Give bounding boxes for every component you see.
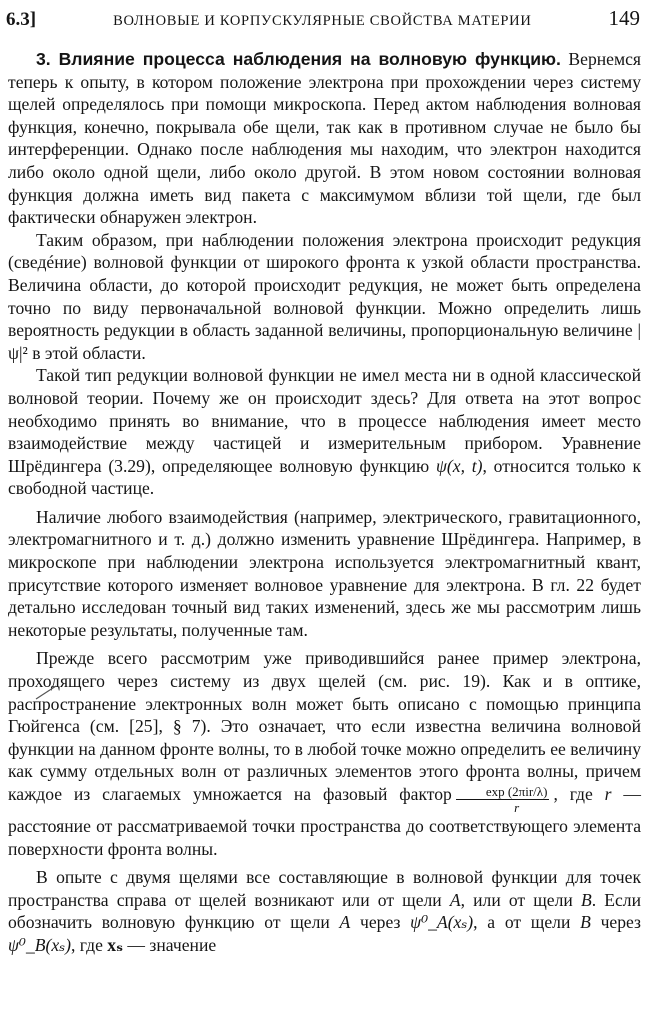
slit-b-label: B (580, 889, 592, 910)
psi-x-t-formula: ψ(x, t) (435, 455, 483, 476)
section-number: 6.3] (6, 9, 37, 30)
psi-b-formula: ψ⁰_B(xₛ) (8, 934, 71, 955)
body-text (8, 48, 641, 957)
paragraph-4: Наличие любого взаимодействия (например, электрического, гравитационного, электромагнитного и т. д.) должно изменить уравнение Шрёдингера. Например, в микроскопе при наблюдении электрона используется электромагнитный квант, присутствие которого изменяет волновое уравнение для электрона. В гл. 22 будет детально исследован точный вид таких изменений, здесь же мы рассмотрим лишь некоторые результаты, полученные там. (8, 506, 641, 640)
paragraph-3-text-b: , относится только к свободной частице. (8, 455, 642, 499)
variable-r: r (604, 784, 612, 804)
variable-xs: xₛ (107, 934, 124, 955)
page-number: 149 (608, 6, 640, 30)
paragraph-3-text-a: Такой тип редукции волновой функции не имел места ни в одной классической волновой теории. Почему же он происходит здесь? Для ответа на этот вопрос необходимо принять во внимание, что в процессе наблюдения имеет место взаимодействие между частицей и измерительным прибором. Уравнение Шрёдингера (3.29), определяющее волновую функцию (8, 365, 641, 476)
slit-a-label: A (339, 912, 351, 933)
paragraph-6-text-c: . Если обозначить волновую функцию от щели (8, 889, 641, 933)
paragraph-2: Таким образом, при наблюдении положения электрона происходит редукция (сведéние) волновой функции от широкого фронта к узкой области пространства. Величина области, до которой происходит редукция, не может быть определена точно по виду первоначальной волновой функции. Можно определить лишь вероятность редукции в область заданной величины, пропорциональную величине |ψ|² в этой области. (8, 229, 641, 363)
paragraph-1 (8, 48, 641, 229)
running-header (6, 6, 640, 36)
paragraph-5-text-c: — расстояние от рассматриваемой точки пространства до соответствующего элемента поверхности фронта волны. (8, 784, 641, 859)
paragraph-5-text-b: , где (553, 784, 605, 804)
paragraph-6-text-a: В опыте с двумя щелями все составляющие в волновой функции для точек пространства справа от щелей возникают или от щели (8, 867, 641, 910)
pencil-mark-icon (34, 683, 60, 701)
phase-factor-fraction (456, 784, 550, 815)
paragraph-6-text-e: , а от щели (473, 912, 581, 933)
paragraph-6-text-f: через (590, 912, 642, 933)
paragraph-1-text: Вернемся теперь к опыту, в котором положение электрона при прохождении через систему щелей определялось при помощи микроскопа. Перед актом наблюдения волновая функция, конечно, покрывала обе щели, так как в противном случае не было бы интерференции. Однако после наблюдения мы находим, что электрон находится либо около одной щели, либо около другой. В этом новом состоянии волновая функция должна иметь вид пакета с максимумом вблизи той щели, где был фактически обнаружен электрон. (8, 49, 642, 228)
slit-b-label: B (580, 912, 591, 933)
paragraph-6-text-b: , или от щели (460, 889, 581, 910)
subsection-heading: 3. Влияние процесса наблюдения на волновую функцию. (36, 49, 561, 69)
paragraph-6-text-g: , где (70, 934, 108, 955)
fraction-numerator: exp (2πir/λ) (456, 784, 550, 800)
paragraph-5 (8, 647, 641, 860)
running-title: ВОЛНОВЫЕ И КОРПУСКУЛЯРНЫЕ СВОЙСТВА МАТЕРИИ (113, 13, 532, 29)
fraction-denominator: r (514, 800, 520, 815)
paragraph-3 (8, 364, 641, 500)
paragraph-6 (8, 866, 641, 956)
paragraph-6-text-h: — значение (123, 934, 217, 955)
paragraph-6-text-d: через (350, 912, 411, 933)
slit-a-label: A (449, 889, 461, 910)
paragraph-5-text-a: Прежде всего рассмотрим уже приводившийся ранее пример электрона, проходящего через систему из двух щелей (см. рис. 19). Как и в оптике, распространение электронных волн может быть описано с помощью принципа Гюйгенса (см. [25], § 7). Это означает, что если известна величина волновой функции на данном фронте волны, то в любой точке можно определить ее величину как сумму отдельных волн от различных элементов этого фронта волны, причем каждое из слагаемых умножается на фазовый фактор (8, 648, 641, 804)
psi-a-formula: ψ⁰_A(xₛ) (410, 912, 474, 933)
